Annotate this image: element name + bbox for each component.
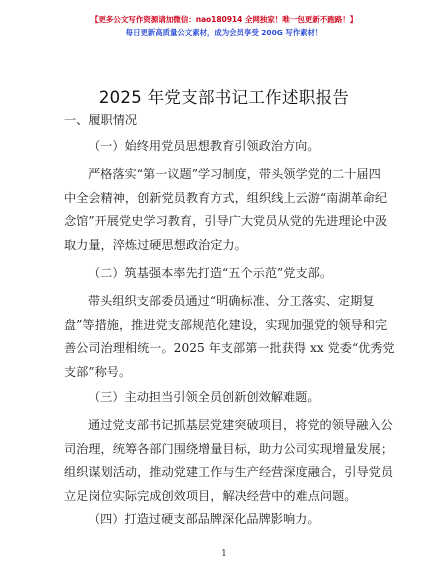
paragraph-3 [64, 414, 394, 508]
subsection-heading-2: （二）筑基强本率先打造“五个示范”党支部。 [88, 266, 333, 280]
paragraph-line: 通过党支部书记抓基层党建突破项目，将党的领导融入公 [88, 418, 393, 432]
subsection-heading-3: （三）主动担当引领全员创新创效解难题。 [88, 390, 320, 404]
subsection-heading-4: （四）打造过硬支部品牌深化品牌影响力。 [88, 512, 320, 526]
paragraph-line: 带头组织支部委员通过“明确标准、分工落实、定期复 [88, 294, 375, 308]
section-heading-1: 一、履职情况 [64, 113, 138, 127]
paragraph-line: 中全会精神，创新党员教育方式，组织线上云游“南湖革命纪 [64, 190, 388, 205]
promo-banner-line-2: 每日更新高质量公文素材，成为会员享受 200G 写作素材！ [125, 28, 323, 37]
paragraph-line: 取力量，淬炼过硬思想政治定力。 [64, 237, 247, 252]
paragraph-line: 善公司治理相统一。2025 年支部第一批获得 xx 党委“优秀党 [64, 341, 395, 355]
paragraph-1 [64, 163, 388, 257]
document-title: 2025 年党支部书记工作述职报告 [98, 88, 350, 107]
paragraph-line: 司治理，统筹各部门围绕增量目标，助力公司实现增量发展； [64, 441, 394, 456]
paragraph-2 [64, 290, 395, 384]
paragraph-line: 盘”等措施，推进党支部规范化建设，实现加强党的领导和完 [64, 317, 388, 332]
page-number: 1 [221, 549, 227, 559]
subsection-heading-1: （一）始终用党员思想教育引领政治方向。 [88, 139, 320, 153]
paragraph-line: 支部”称号。 [64, 364, 132, 379]
promo-banner-line-1: 【更多公文写作资源请加微信：nao180914 全网独家！唯一包更新不跑路！】 [90, 15, 358, 24]
paragraph-line: 念馆”开展党史学习教育，引导广大党员从党的先进理论中汲 [64, 214, 388, 228]
paragraph-line: 立足岗位实际完成创效项目，解决经营中的难点问题。 [64, 488, 357, 503]
paragraph-line: 严格落实“第一议题”学习制度，带头领学党的二十届四 [88, 167, 381, 181]
paragraph-line: 组织谋划活动，推动党建工作与生产经营深度融合，引导党员 [64, 465, 394, 479]
